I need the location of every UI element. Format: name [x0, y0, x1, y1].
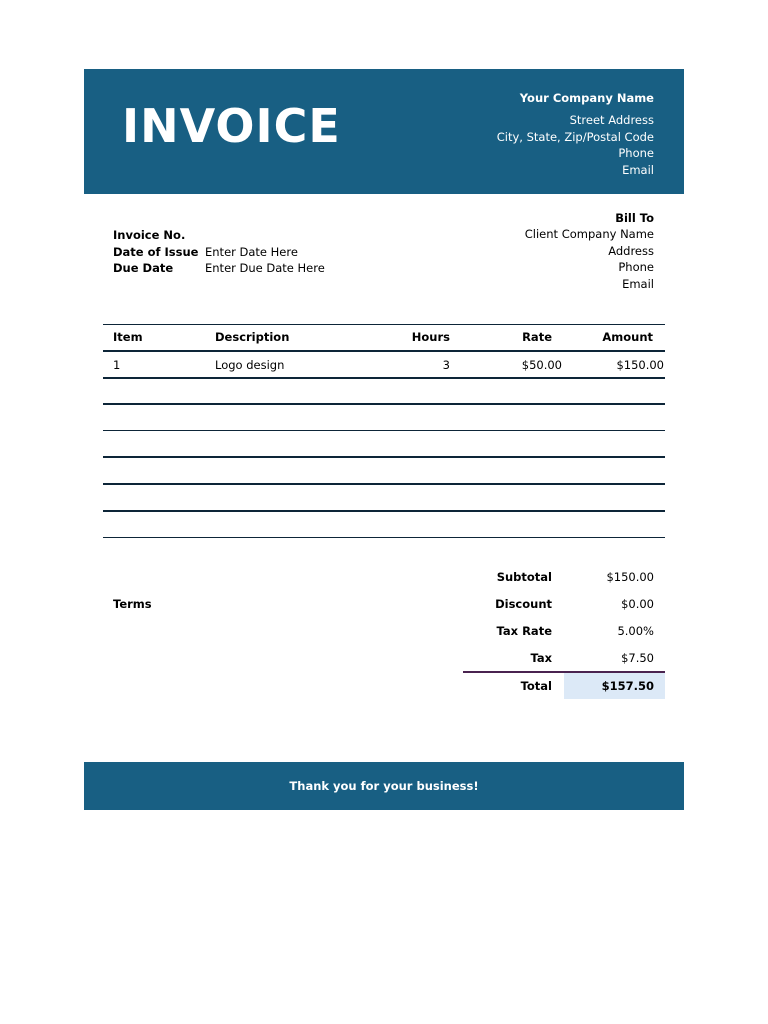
table-header-row	[103, 324, 665, 351]
bill-to-email[interactable]: Email	[622, 276, 654, 291]
tax-rate-value[interactable]: 5.00%	[617, 624, 654, 638]
bill-to-title: Bill To	[615, 211, 654, 225]
company-phone: Phone	[618, 146, 654, 160]
col-header-item: Item	[113, 330, 143, 344]
bill-to-phone[interactable]: Phone	[618, 260, 654, 275]
company-street: Street Address	[569, 113, 654, 127]
totals-block	[463, 563, 665, 699]
row-amount: $150.00	[616, 358, 664, 372]
tax-value: $7.50	[621, 651, 654, 665]
company-city: City, State, Zip/Postal Code	[496, 129, 654, 144]
company-name: Your Company Name	[519, 91, 654, 105]
tax-rate-row	[463, 617, 665, 644]
table-row-rule	[103, 456, 665, 458]
invoice-title: INVOICE	[122, 99, 341, 153]
invoice-header-banner	[84, 69, 684, 194]
row-rate[interactable]: $50.00	[521, 358, 562, 372]
tax-row	[463, 644, 665, 671]
table-row[interactable]	[103, 351, 665, 378]
total-value: $157.50	[601, 679, 654, 693]
company-email: Email	[622, 162, 654, 177]
bill-to-block	[525, 210, 654, 292]
table-row-rule	[103, 510, 665, 512]
total-label: Total	[520, 679, 552, 693]
subtotal-value: $150.00	[606, 570, 654, 584]
subtotal-row	[463, 563, 665, 590]
discount-row	[463, 590, 665, 617]
row-description[interactable]: Logo design	[215, 358, 285, 372]
col-header-description: Description	[215, 330, 290, 344]
discount-label: Discount	[495, 597, 552, 611]
invoice-meta-values	[205, 227, 325, 277]
terms-label: Terms	[113, 597, 152, 611]
invoice-meta-labels	[113, 227, 198, 277]
row-hours[interactable]: 3	[442, 358, 450, 372]
tax-label: Tax	[530, 651, 552, 665]
invoice-no-label: Invoice No.	[113, 228, 186, 242]
table-row-rule	[103, 430, 665, 431]
items-table	[103, 324, 665, 378]
total-row	[463, 671, 665, 699]
bill-to-address[interactable]: Address	[608, 243, 654, 258]
due-date-value[interactable]: Enter Due Date Here	[205, 261, 325, 276]
table-row-rule	[103, 403, 665, 405]
due-date-label: Due Date	[113, 261, 174, 276]
company-info	[497, 91, 654, 178]
discount-value[interactable]: $0.00	[621, 597, 654, 611]
row-item[interactable]: 1	[113, 358, 121, 372]
table-row-rule	[103, 483, 665, 485]
footer-banner	[84, 762, 684, 810]
col-header-amount: Amount	[602, 330, 653, 344]
subtotal-label: Subtotal	[496, 570, 552, 584]
thank-you-message: Thank you for your business!	[289, 779, 479, 793]
bill-to-client[interactable]: Client Company Name	[524, 227, 654, 242]
invoice-no-value[interactable]	[205, 227, 325, 244]
tax-rate-label: Tax Rate	[496, 624, 552, 638]
col-header-hours: Hours	[411, 330, 450, 344]
date-of-issue-label: Date of Issue	[113, 244, 199, 259]
col-header-rate: Rate	[522, 330, 552, 344]
table-bottom-rule	[103, 537, 665, 538]
date-of-issue-value[interactable]: Enter Date Here	[205, 244, 298, 259]
